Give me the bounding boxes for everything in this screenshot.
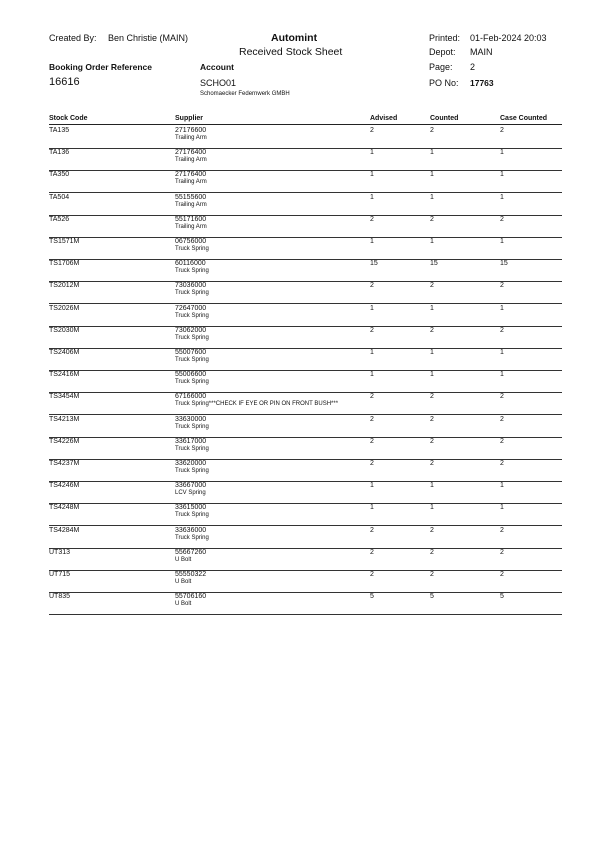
case-counted-qty: 2	[500, 415, 504, 423]
table-row	[0, 548, 595, 570]
counted-qty: 2	[430, 415, 434, 423]
supplier-code: 73062000	[175, 326, 207, 334]
table-row	[0, 215, 595, 237]
advised-qty: 2	[370, 571, 374, 578]
advised-qty: 1	[370, 504, 374, 512]
advised-qty: 2	[370, 415, 374, 423]
counted-qty: 1	[430, 349, 434, 356]
case-counted-qty: 1	[500, 371, 504, 379]
stock-code: UT715	[49, 571, 71, 578]
item-description: Trailing Arm	[175, 201, 207, 208]
case-counted-qty: 2	[500, 548, 504, 556]
supplier-code: 55007600	[175, 349, 207, 356]
supplier-code: 55006600	[175, 371, 207, 379]
item-description: Truck Spring	[175, 512, 209, 519]
po-value: 17763	[470, 78, 494, 88]
table-row	[0, 526, 595, 548]
case-counted-qty: 2	[500, 215, 504, 223]
supplier-code: 73036000	[175, 282, 207, 290]
advised-qty: 15	[370, 260, 378, 268]
table-row	[0, 170, 595, 192]
supplier-code: 72647000	[175, 304, 207, 312]
page-label: Page:	[429, 62, 453, 72]
supplier-code: 55706160	[175, 593, 207, 601]
advised-qty: 1	[370, 304, 374, 312]
case-counted-qty: 1	[500, 149, 504, 157]
stock-code: TA526	[49, 215, 70, 223]
supplier-code: 27176400	[175, 149, 207, 157]
supplier-code: 33630000	[175, 415, 207, 423]
supplier-code: 33615000	[175, 504, 207, 512]
counted-qty: 1	[430, 504, 434, 512]
item-description: Truck Spring	[175, 468, 209, 474]
table-row	[0, 481, 595, 503]
stock-code: TS4248M	[49, 504, 80, 512]
table-row	[0, 570, 595, 592]
supplier-code: 33667000	[175, 482, 207, 490]
printed-value: 01-Feb-2024 20:03	[470, 33, 547, 43]
advised-qty: 1	[370, 371, 374, 379]
stock-code: TS4246M	[49, 482, 80, 490]
col-case-counted: Case Counted	[500, 115, 548, 122]
counted-qty: 15	[430, 260, 438, 268]
advised-qty: 2	[370, 326, 374, 334]
counted-qty: 1	[430, 193, 434, 201]
supplier-code: 60116000	[175, 260, 206, 268]
col-advised: Advised	[370, 115, 398, 122]
col-supplier: Supplier	[175, 115, 204, 122]
item-description: Trailing Arm	[175, 157, 207, 164]
stock-code: TS2406M	[49, 349, 80, 356]
counted-qty: 1	[430, 149, 434, 157]
stock-code: TS4284M	[49, 526, 80, 534]
created-by-label: Created By:	[49, 33, 97, 43]
col-stock-code: Stock Code	[49, 115, 88, 122]
stock-code: TS4213M	[49, 415, 80, 423]
case-counted-qty: 1	[500, 238, 504, 245]
stock-code: TS4237M	[49, 460, 80, 467]
account-name: Schomaecker Federnwerk GMBH	[200, 91, 290, 97]
col-counted: Counted	[430, 115, 459, 122]
item-description: Trailing Arm	[175, 135, 207, 141]
item-description: Truck Spring	[175, 268, 209, 275]
supplier-code: 27176400	[175, 171, 207, 179]
counted-qty: 2	[430, 526, 434, 534]
counted-qty: 2	[430, 437, 434, 445]
counted-qty: 2	[430, 127, 434, 134]
stock-code: TA504	[49, 193, 70, 201]
counted-qty: 2	[430, 326, 434, 334]
table-row	[0, 237, 595, 259]
table-row	[0, 503, 595, 525]
advised-qty: 1	[370, 149, 374, 157]
table-row	[0, 304, 595, 326]
stock-code: UT313	[49, 548, 71, 556]
counted-qty: 5	[430, 593, 434, 601]
advised-qty: 2	[370, 282, 374, 290]
case-counted-qty: 2	[500, 571, 504, 578]
item-description: Truck Spring	[175, 246, 209, 252]
case-counted-qty: 1	[500, 349, 504, 356]
case-counted-qty: 1	[500, 504, 504, 512]
advised-qty: 2	[370, 437, 374, 445]
item-description: Truck Spring	[175, 445, 209, 452]
printed-label: Printed:	[429, 33, 461, 43]
supplier-code: 27176600	[175, 127, 207, 134]
item-description: U Bolt	[175, 601, 192, 608]
item-description: Trailing Arm	[175, 179, 207, 186]
advised-qty: 2	[370, 526, 374, 534]
supplier-code: 55171600	[175, 215, 207, 223]
counted-qty: 1	[430, 371, 434, 379]
advised-qty: 2	[370, 393, 374, 401]
counted-qty: 1	[430, 238, 434, 245]
counted-qty: 2	[430, 548, 434, 556]
case-counted-qty: 1	[500, 193, 504, 201]
stock-code: TS2416M	[49, 371, 80, 379]
counted-qty: 2	[430, 571, 434, 578]
stock-code: TA350	[49, 171, 70, 179]
advised-qty: 2	[370, 127, 374, 134]
item-description: Trailing Arm	[175, 223, 207, 230]
stock-code: TS2012M	[49, 282, 80, 290]
advised-qty: 1	[370, 171, 374, 179]
booking-ref-label: Booking Order Reference	[49, 62, 152, 72]
stock-code: TA136	[49, 149, 70, 157]
counted-qty: 2	[430, 460, 434, 467]
supplier-code: 55155600	[175, 193, 207, 201]
advised-qty: 1	[370, 193, 374, 201]
advised-qty: 5	[370, 593, 374, 601]
table-row	[0, 281, 595, 303]
counted-qty: 2	[430, 215, 434, 223]
table-row	[0, 415, 595, 437]
advised-qty: 1	[370, 238, 374, 245]
counted-qty: 2	[430, 393, 434, 401]
page-value: 2	[470, 62, 476, 72]
stock-code: UT835	[49, 593, 71, 601]
counted-qty: 2	[430, 282, 434, 290]
item-description: Truck Spring***CHECK IF EYE OR PIN ON FRONT BUSH***	[175, 401, 339, 408]
item-description: Truck Spring	[175, 334, 209, 341]
case-counted-qty: 2	[500, 526, 504, 534]
company-name: Automint	[271, 32, 318, 44]
supplier-code: 33636000	[175, 526, 207, 534]
supplier-code: 33620000	[175, 460, 207, 467]
stock-code: TS2030M	[49, 326, 80, 334]
item-description: Truck Spring	[175, 312, 209, 319]
case-counted-qty: 2	[500, 437, 504, 445]
stock-code: TA135	[49, 127, 70, 134]
stock-code: TS1706M	[49, 260, 80, 268]
item-description: Truck Spring	[175, 534, 209, 541]
item-description: Truck Spring	[175, 357, 209, 363]
depot-label: Depot:	[429, 47, 456, 57]
header-rule	[49, 124, 562, 125]
table-row	[0, 392, 595, 414]
advised-qty: 1	[370, 482, 374, 490]
booking-ref-value: 16616	[49, 76, 80, 88]
table-row	[0, 326, 595, 348]
advised-qty: 1	[370, 349, 374, 356]
supplier-code: 06756000	[175, 238, 207, 245]
created-by-value: Ben Christie (MAIN)	[108, 33, 189, 43]
case-counted-qty: 1	[500, 482, 504, 490]
advised-qty: 2	[370, 215, 374, 223]
case-counted-qty: 2	[500, 460, 504, 467]
case-counted-qty: 2	[500, 326, 504, 334]
table-row	[0, 148, 595, 170]
item-description: LCV Spring	[175, 490, 206, 497]
counted-qty: 1	[430, 171, 434, 179]
item-description: Truck Spring	[175, 423, 209, 430]
advised-qty: 2	[370, 548, 374, 556]
supplier-code: 67166000	[175, 393, 207, 401]
item-description: U Bolt	[175, 579, 192, 585]
advised-qty: 2	[370, 460, 374, 467]
account-label: Account	[200, 62, 234, 72]
table-row	[0, 459, 595, 481]
item-description: Truck Spring	[175, 290, 209, 297]
case-counted-qty: 15	[500, 260, 508, 268]
table-row	[0, 193, 595, 215]
table-row	[0, 126, 595, 148]
supplier-code: 55667260	[175, 548, 207, 556]
case-counted-qty: 2	[500, 393, 504, 401]
case-counted-qty: 2	[500, 282, 504, 290]
row-divider	[49, 614, 562, 615]
stock-code: TS1571M	[49, 238, 80, 245]
supplier-code: 55550322	[175, 571, 207, 578]
table-row	[0, 259, 595, 281]
stock-code: TS4226M	[49, 437, 80, 445]
case-counted-qty: 2	[500, 127, 504, 134]
counted-qty: 1	[430, 482, 434, 490]
table-row	[0, 370, 595, 392]
report-title: Received Stock Sheet	[239, 46, 343, 58]
item-description: Truck Spring	[175, 379, 209, 386]
stock-code: TS2026M	[49, 304, 80, 312]
depot-value: MAIN	[470, 47, 493, 57]
supplier-code: 33617000	[175, 437, 207, 445]
case-counted-qty: 1	[500, 171, 504, 179]
item-description: U Bolt	[175, 556, 192, 563]
table-row	[0, 592, 595, 614]
table-row	[0, 437, 595, 459]
counted-qty: 1	[430, 304, 434, 312]
stock-code: TS3454M	[49, 393, 80, 401]
po-label: PO No:	[429, 78, 459, 88]
account-value: SCHO01	[200, 78, 237, 88]
table-row	[0, 348, 595, 370]
case-counted-qty: 5	[500, 593, 504, 601]
case-counted-qty: 1	[500, 304, 504, 312]
